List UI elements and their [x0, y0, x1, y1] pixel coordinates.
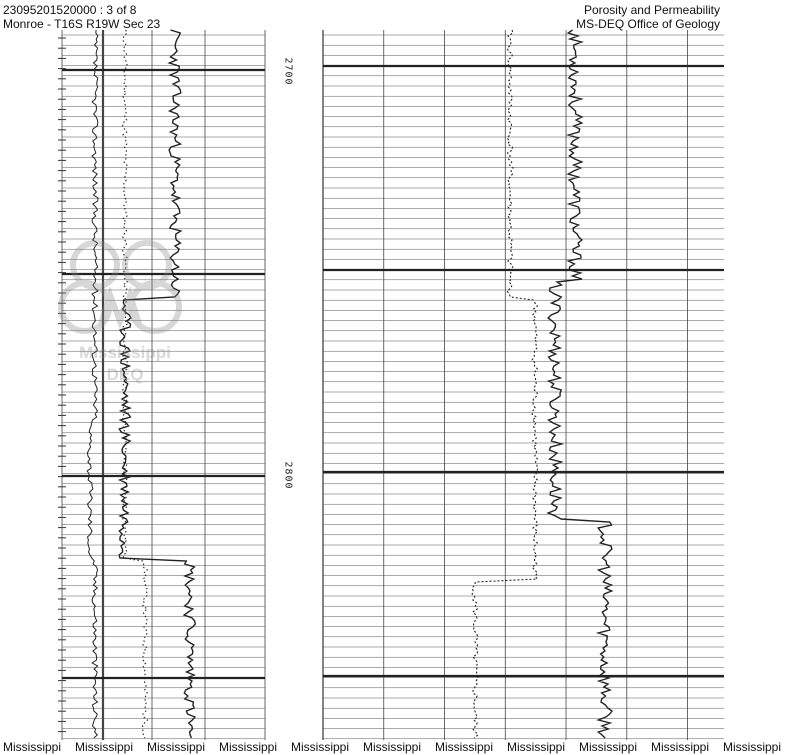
footer-item: Mississippi [507, 740, 566, 754]
footer-item: Mississippi [219, 740, 278, 754]
watermark-text-2: DEQ [106, 365, 144, 384]
footer-item: Mississippi [291, 740, 350, 754]
well-id-text: 23095201520000 : 3 of 8 [3, 3, 137, 17]
watermark-emblem-icon [55, 235, 195, 345]
footer-item: Mississippi [435, 740, 494, 754]
log-type-text: Porosity and Permeability [583, 3, 720, 17]
depth-label-2800: 2800 [282, 461, 294, 490]
footer-item: Mississippi [147, 740, 206, 754]
header-right [576, 3, 720, 31]
depth-label-2700: 2700 [282, 57, 294, 86]
location-text: Monroe - T16S R19W Sec 23 [3, 17, 161, 31]
header-left [3, 3, 160, 31]
footer-item: Mississippi [651, 740, 710, 754]
footer-item: Mississippi [723, 740, 782, 754]
log-curve [548, 30, 612, 738]
footer-bar [0, 740, 782, 755]
watermark-text-1: Mississippi [79, 343, 171, 362]
source-text: MS-DEQ Office of Geology [576, 17, 720, 31]
footer-item: Mississippi [363, 740, 422, 754]
footer-item: Mississippi [579, 740, 638, 754]
footer-item: Mississippi [75, 740, 134, 754]
mdeq-watermark-logo [55, 235, 195, 395]
footer-item: Mississippi [3, 740, 62, 754]
